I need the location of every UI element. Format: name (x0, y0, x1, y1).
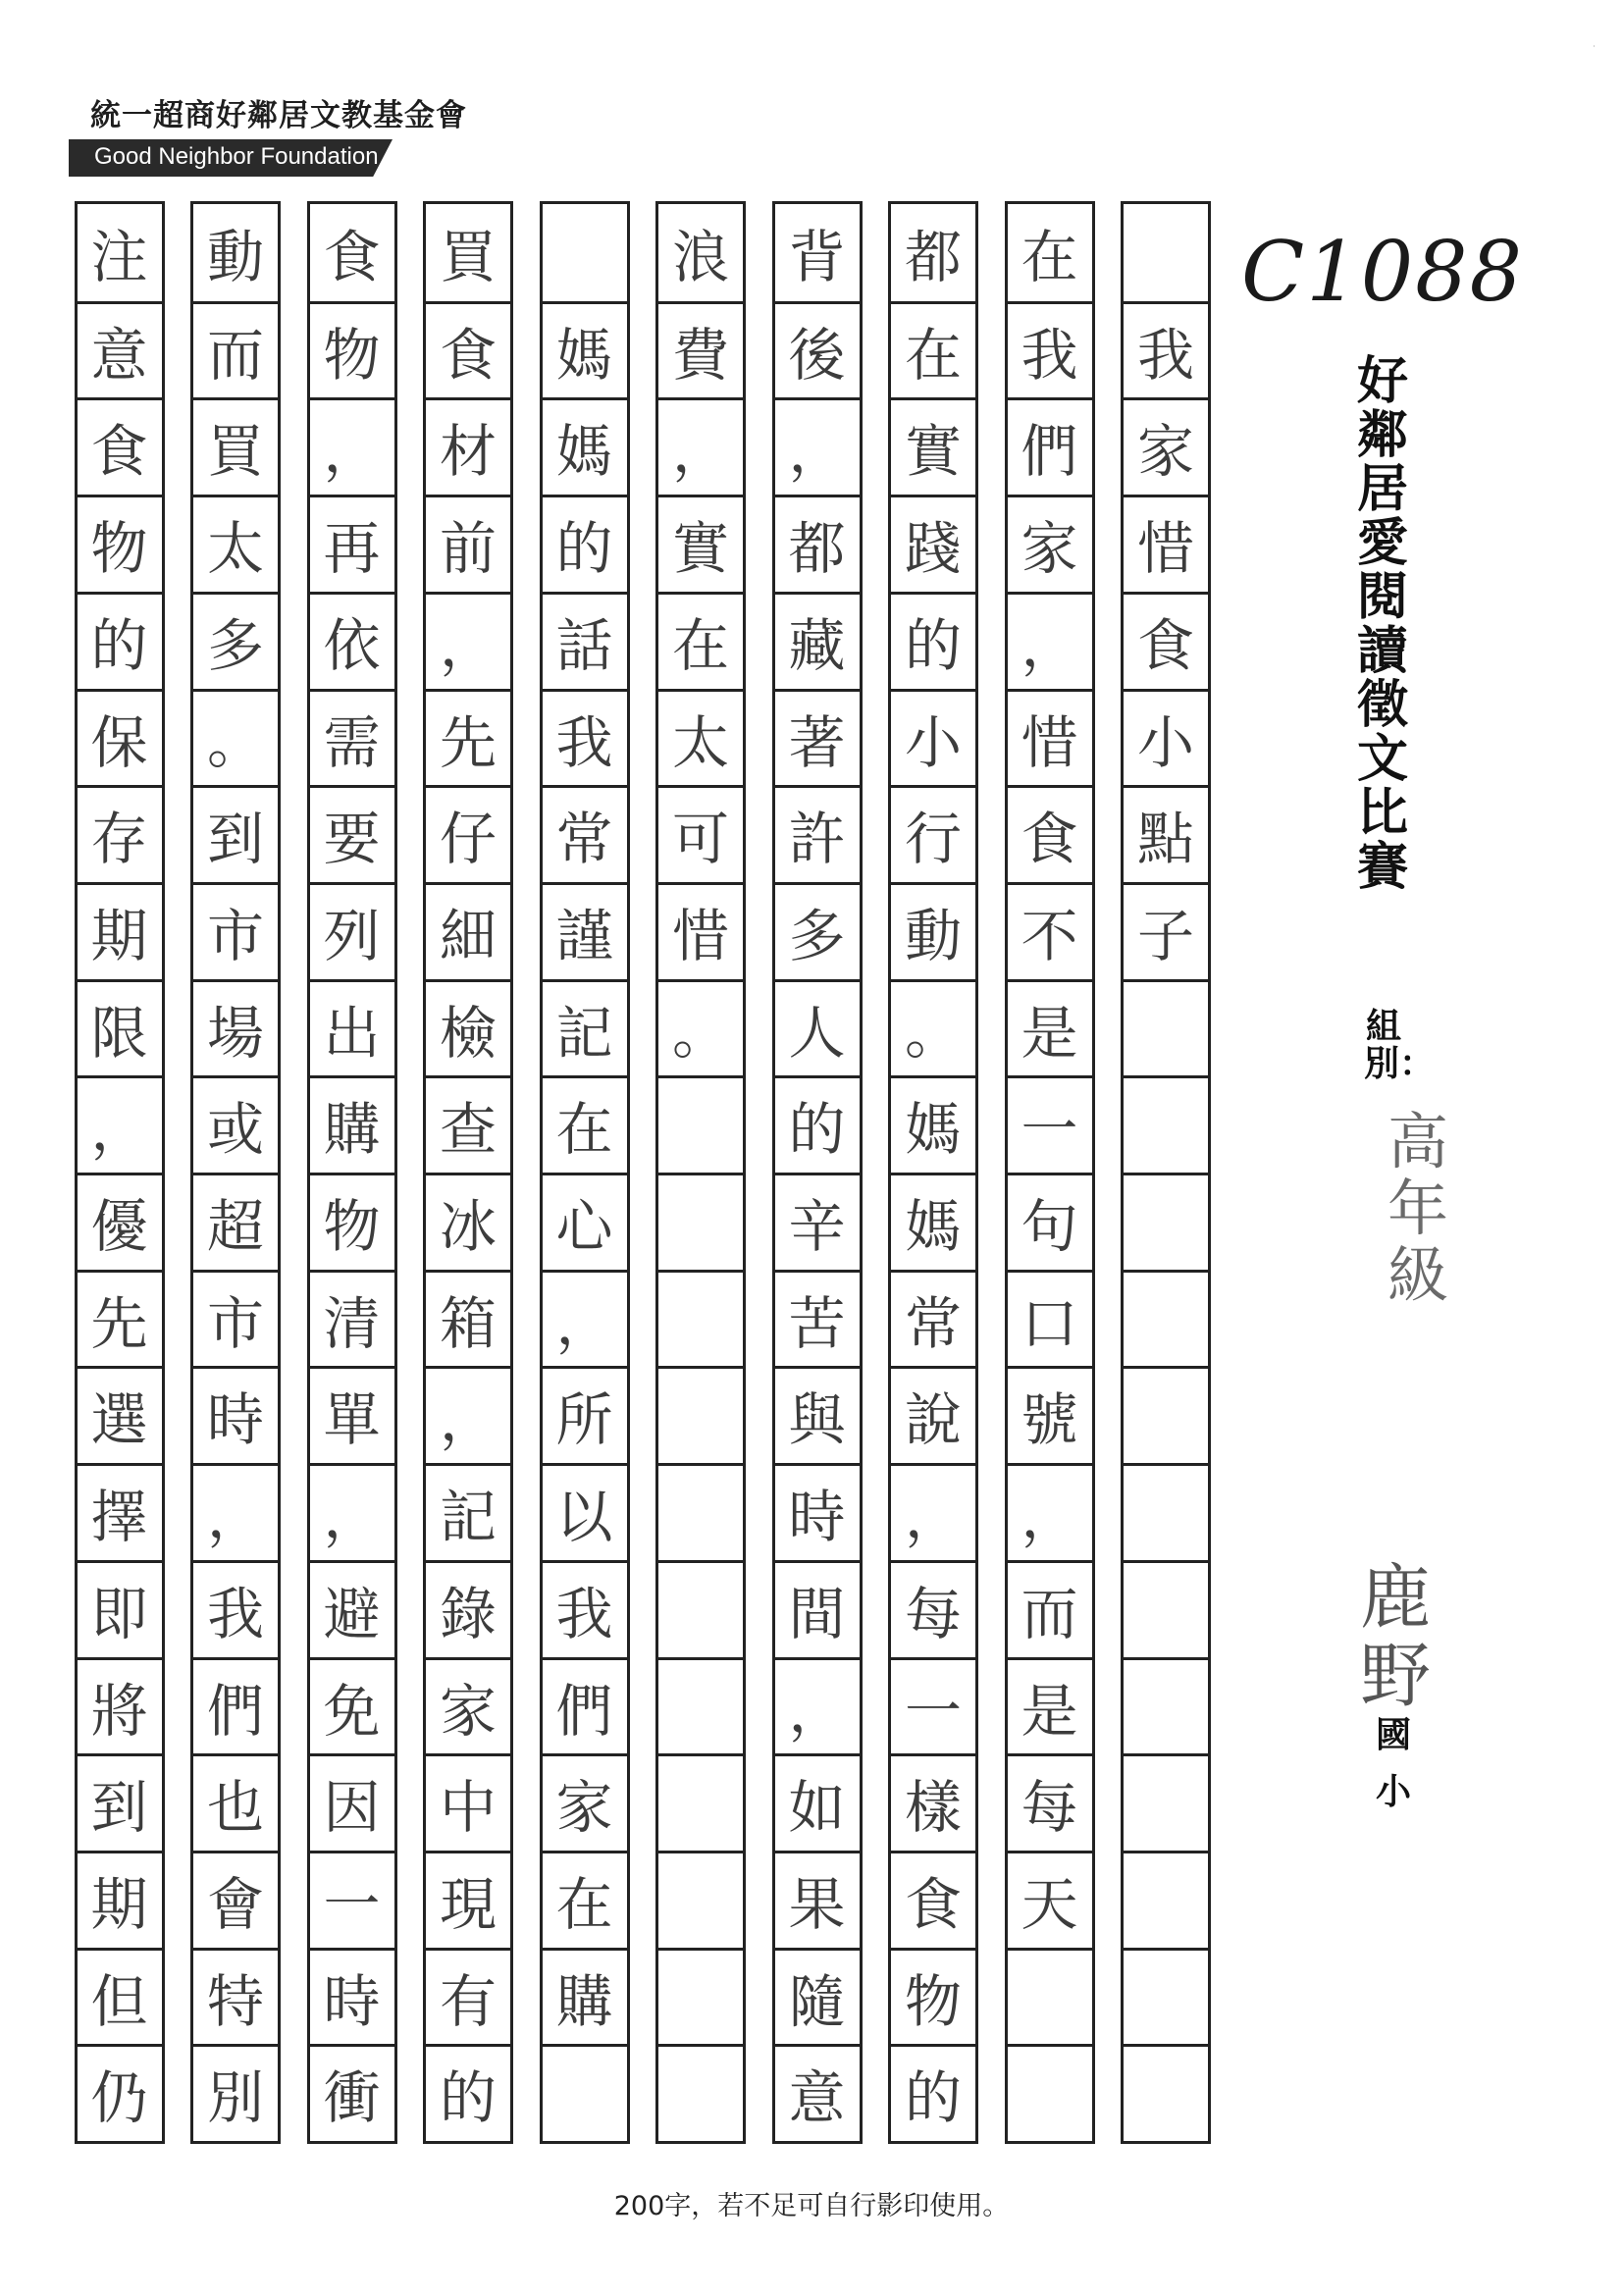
grid-cell: 家 (1008, 495, 1092, 590)
grid-cell: 特 (193, 1948, 278, 2043)
grid-cell: 再 (310, 495, 394, 590)
grid-cell: 動 (206, 223, 264, 290)
grid-cell: 許 (775, 785, 860, 880)
grid-cell (1124, 1366, 1208, 1461)
grid-cell: 踐 (891, 495, 975, 590)
grid-cell: 即 (78, 1560, 162, 1655)
grid-cell: 在 (543, 1075, 627, 1171)
grid-cell: 時 (310, 1948, 394, 2043)
grid-cell (658, 1463, 743, 1558)
grid-cell: 話 (543, 592, 627, 687)
grid-cell: 期 (78, 1851, 162, 1946)
grid-cell: 動 (891, 882, 975, 977)
grid-cell: 物 (310, 1173, 394, 1268)
grid-cell: 食 (1124, 592, 1208, 687)
grid-cell: 實 (658, 495, 743, 590)
grid-cell: 需 (310, 689, 394, 784)
grid-cell (658, 1270, 743, 1365)
grid-cell: 背 (788, 223, 846, 290)
grid-cell: 口 (1008, 1270, 1092, 1365)
grid-cell: 選 (78, 1366, 162, 1461)
grid-cell: 在 (1021, 223, 1078, 290)
grid-cell: 單 (310, 1366, 394, 1461)
grid-cell: 在 (543, 1851, 627, 1946)
grid-column (75, 201, 165, 2144)
grid-cell (1124, 1851, 1208, 1946)
grid-cell: 。 (891, 979, 975, 1074)
grid-cell: 號 (1008, 1366, 1092, 1461)
grid-cell: ， (426, 1366, 510, 1461)
foundation-logo-english: Good Neighbor Foundation (94, 143, 379, 170)
grid-cell: 材 (426, 397, 510, 493)
competition-title: 好鄰居愛閱讀徵文比賽 (1356, 352, 1408, 897)
grid-cell (1124, 1075, 1208, 1171)
grid-cell: 食 (891, 1851, 975, 1946)
grid-cell: 人 (775, 979, 860, 1074)
grid-cell: 時 (193, 1366, 278, 1461)
grid-cell: 購 (310, 1075, 394, 1171)
grid-cell (658, 1173, 743, 1268)
grid-cell: 錄 (426, 1560, 510, 1655)
grid-cell: 家 (1124, 397, 1208, 493)
grid-cell: 太 (658, 689, 743, 784)
grid-cell: 市 (193, 1270, 278, 1365)
grid-cell (1008, 2044, 1092, 2139)
grid-cell: 而 (193, 301, 278, 396)
grid-cell: 超 (193, 1173, 278, 1268)
grid-cell: 都 (775, 495, 860, 590)
grid-cell: 場 (193, 979, 278, 1074)
grid-cell: 常 (891, 1270, 975, 1365)
grid-cell: 我 (1008, 301, 1092, 396)
grid-column (1121, 201, 1211, 2144)
grid-cell: 冰 (426, 1173, 510, 1268)
grid-cell: 列 (310, 882, 394, 977)
grid-cell: 時 (775, 1463, 860, 1558)
grid-cell: 太 (193, 495, 278, 590)
grid-cell: 每 (1008, 1753, 1092, 1849)
grid-cell: 我 (193, 1560, 278, 1655)
grid-cell: 箱 (426, 1270, 510, 1365)
grid-cell: 不 (1008, 882, 1092, 977)
grid-cell: 先 (426, 689, 510, 784)
grid-cell: 食 (1008, 785, 1092, 880)
grid-cell: 苦 (775, 1270, 860, 1365)
grid-cell: 但 (78, 1948, 162, 2043)
grid-cell: 所 (543, 1366, 627, 1461)
grid-cell: 而 (1008, 1560, 1092, 1655)
grid-cell: 買 (193, 397, 278, 493)
grid-cell: ， (1008, 592, 1092, 687)
grid-cell: 都 (904, 223, 962, 290)
grid-cell: ， (775, 397, 860, 493)
grid-column (888, 201, 978, 2144)
grid-cell: 清 (310, 1270, 394, 1365)
grid-cell: 物 (891, 1948, 975, 2043)
grid-cell: 的 (543, 495, 627, 590)
grid-cell (1124, 1948, 1208, 2043)
grid-cell: 惜 (1124, 495, 1208, 590)
footer-note: 200字，若不足可自行影印使用。 (613, 2191, 1010, 2221)
grid-column (423, 201, 513, 2144)
grid-cell: 一 (1008, 1075, 1092, 1171)
grid-cell: 保 (78, 689, 162, 784)
grid-cell: 也 (193, 1753, 278, 1849)
grid-cell: 或 (193, 1075, 278, 1171)
grid-cell: 小 (891, 689, 975, 784)
grid-cell: 因 (310, 1753, 394, 1849)
grid-cell: 的 (891, 2044, 975, 2139)
handwritten-id-code: C1088 (1241, 224, 1525, 320)
grid-cell: 查 (426, 1075, 510, 1171)
grid-cell (1124, 1560, 1208, 1655)
grid-column (655, 201, 746, 2144)
grid-cell: 在 (658, 592, 743, 687)
grid-cell: 子 (1124, 882, 1208, 977)
grid-cell (543, 204, 627, 299)
grid-cell (658, 2044, 743, 2139)
grid-cell: 的 (78, 592, 162, 687)
grid-cell: 媽 (891, 1173, 975, 1268)
grid-cell: ， (891, 1463, 975, 1558)
grid-cell (658, 1366, 743, 1461)
grid-cell: ， (310, 1463, 394, 1558)
grid-cell: 媽 (543, 301, 627, 396)
grid-cell (1124, 204, 1208, 299)
grid-cell: 惜 (658, 882, 743, 977)
group-value-handwritten: 高年級 (1387, 1106, 1448, 1311)
grid-cell: 可 (658, 785, 743, 880)
grid-cell: 。 (658, 979, 743, 1074)
grid-cell: 們 (543, 1657, 627, 1752)
grid-cell: 仍 (78, 2044, 162, 2139)
grid-cell: 間 (775, 1560, 860, 1655)
grid-cell: 我 (1124, 301, 1208, 396)
grid-cell: 會 (193, 1851, 278, 1946)
grid-cell: 多 (775, 882, 860, 977)
grid-cell: 們 (1008, 397, 1092, 493)
grid-cell: 著 (775, 689, 860, 784)
grid-cell (1124, 2044, 1208, 2139)
grid-cell: 說 (891, 1366, 975, 1461)
grid-cell: 行 (891, 785, 975, 880)
school-suffix: 國小 (1375, 1715, 1411, 1812)
grid-cell (1124, 979, 1208, 1074)
grid-cell: 們 (193, 1657, 278, 1752)
grid-cell: 我 (543, 689, 627, 784)
grid-cell: 隨 (775, 1948, 860, 2043)
grid-cell: 天 (1008, 1851, 1092, 1946)
grid-cell: 以 (543, 1463, 627, 1558)
grid-cell: 樣 (891, 1753, 975, 1849)
grid-column (772, 201, 863, 2144)
grid-cell: ， (543, 1270, 627, 1365)
grid-cell (1124, 1270, 1208, 1365)
grid-cell (1008, 1948, 1092, 2043)
grid-cell: 出 (310, 979, 394, 1074)
grid-cell: 與 (775, 1366, 860, 1461)
grid-cell: 我 (543, 1560, 627, 1655)
grid-cell: 的 (426, 2044, 510, 2139)
grid-cell: 將 (78, 1657, 162, 1752)
grid-cell: 前 (426, 495, 510, 590)
grid-cell: 心 (543, 1173, 627, 1268)
grid-cell: 媽 (543, 397, 627, 493)
grid-cell: 擇 (78, 1463, 162, 1558)
grid-cell: 依 (310, 592, 394, 687)
grid-cell: 。 (193, 689, 278, 784)
grid-cell (658, 1560, 743, 1655)
grid-cell: 如 (775, 1753, 860, 1849)
grid-cell: 有 (426, 1948, 510, 2043)
grid-cell: 一 (891, 1657, 975, 1752)
grid-cell (658, 1657, 743, 1752)
grid-cell: 意 (775, 2044, 860, 2139)
grid-cell: 食 (323, 223, 381, 290)
grid-cell: 意 (78, 301, 162, 396)
grid-cell: 購 (543, 1948, 627, 2043)
grid-cell (1124, 1657, 1208, 1752)
grid-cell: 檢 (426, 979, 510, 1074)
grid-cell: 句 (1008, 1173, 1092, 1268)
grid-cell: 媽 (891, 1075, 975, 1171)
grid-cell: ， (426, 592, 510, 687)
grid-cell: 物 (78, 495, 162, 590)
grid-cell: 後 (775, 301, 860, 396)
grid-cell: 家 (426, 1657, 510, 1752)
grid-cell: ， (78, 1075, 162, 1171)
grid-cell: ， (193, 1463, 278, 1558)
grid-cell: 限 (78, 979, 162, 1074)
grid-cell: ， (658, 397, 743, 493)
grid-cell: ， (1008, 1463, 1092, 1558)
grid-cell: 浪 (671, 223, 729, 290)
grid-cell: 惜 (1008, 689, 1092, 784)
grid-cell: 的 (775, 1075, 860, 1171)
grid-cell: 存 (78, 785, 162, 880)
grid-cell: 多 (193, 592, 278, 687)
grid-cell: ， (310, 397, 394, 493)
grid-cell: 實 (891, 397, 975, 493)
grid-cell: 謹 (543, 882, 627, 977)
grid-cell: 物 (310, 301, 394, 396)
grid-cell: 常 (543, 785, 627, 880)
grid-cell (1124, 1753, 1208, 1849)
grid-cell: 注 (90, 223, 148, 290)
grid-column (540, 201, 630, 2144)
grid-cell (658, 1948, 743, 2043)
grid-cell (658, 1851, 743, 1946)
grid-cell: 是 (1008, 1657, 1092, 1752)
grid-cell: 食 (426, 301, 510, 396)
grid-cell: 費 (658, 301, 743, 396)
group-label: 組別： (1364, 1007, 1436, 1084)
grid-cell: 仔 (426, 785, 510, 880)
grid-cell: 家 (543, 1753, 627, 1849)
grid-column (307, 201, 397, 2144)
grid-column (190, 201, 281, 2144)
grid-cell: 市 (193, 882, 278, 977)
grid-cell (1124, 1463, 1208, 1558)
scan-speck: ˙ (1592, 45, 1597, 56)
grid-cell: 記 (426, 1463, 510, 1558)
grid-cell: 中 (426, 1753, 510, 1849)
grid-cell: 在 (891, 301, 975, 396)
grid-cell: 細 (426, 882, 510, 977)
grid-cell: 的 (891, 592, 975, 687)
grid-cell: 每 (891, 1560, 975, 1655)
grid-cell: 小 (1124, 689, 1208, 784)
grid-cell: 食 (78, 397, 162, 493)
grid-cell: 買 (439, 223, 497, 290)
grid-cell: 先 (78, 1270, 162, 1365)
grid-cell: 藏 (775, 592, 860, 687)
school-name-handwritten: 鹿野 (1359, 1556, 1431, 1717)
grid-cell: 免 (310, 1657, 394, 1752)
grid-cell: 別 (193, 2044, 278, 2139)
grid-cell: ， (775, 1657, 860, 1752)
grid-cell: 衝 (310, 2044, 394, 2139)
grid-cell: 期 (78, 882, 162, 977)
grid-cell: 果 (775, 1851, 860, 1946)
grid-column (1005, 201, 1095, 2144)
grid-cell (1124, 1173, 1208, 1268)
grid-cell: 避 (310, 1560, 394, 1655)
grid-cell: 到 (193, 785, 278, 880)
grid-cell (658, 1753, 743, 1849)
grid-cell: 是 (1008, 979, 1092, 1074)
grid-cell: 要 (310, 785, 394, 880)
grid-cell: 記 (543, 979, 627, 1074)
grid-cell: 優 (78, 1173, 162, 1268)
foundation-logo-chinese: 統一超商好鄰居文教基金會 (90, 98, 467, 133)
grid-cell (543, 2044, 627, 2139)
grid-cell (658, 1075, 743, 1171)
grid-cell: 現 (426, 1851, 510, 1946)
grid-cell: 辛 (775, 1173, 860, 1268)
grid-cell: 點 (1124, 785, 1208, 880)
grid-cell: 一 (310, 1851, 394, 1946)
grid-cell: 到 (78, 1753, 162, 1849)
